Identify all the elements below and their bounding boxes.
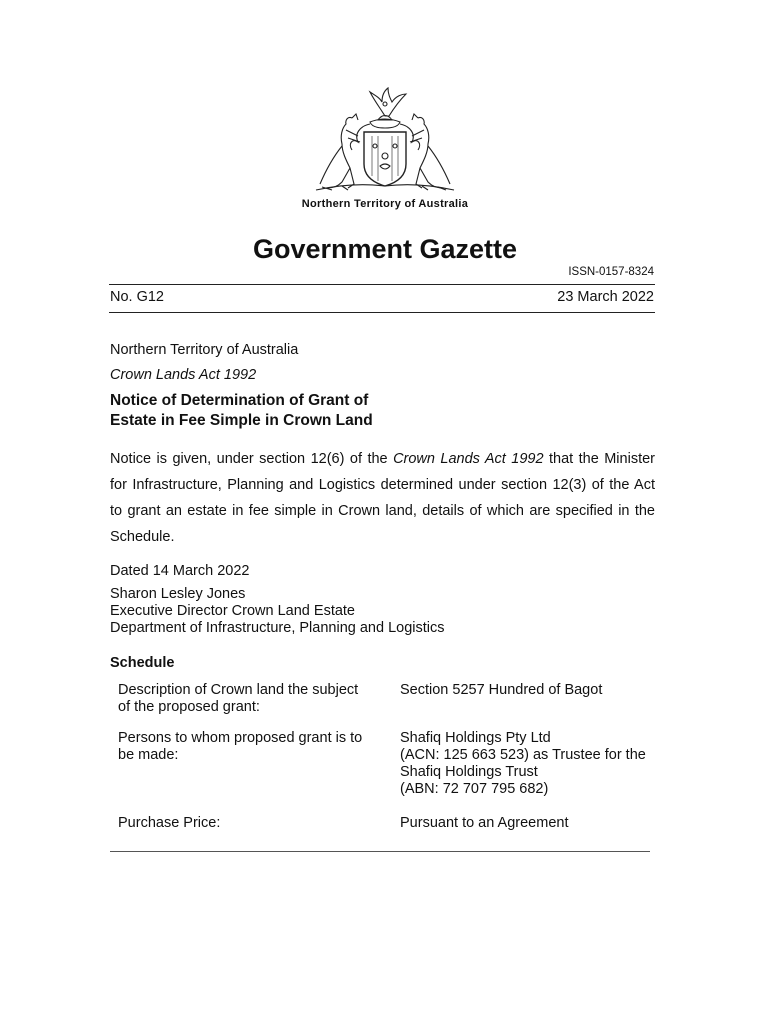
schedule-label-line: Purchase Price: bbox=[118, 815, 221, 831]
masthead-rule-top bbox=[109, 284, 655, 285]
schedule-label-line: Persons to whom proposed grant is to bbox=[118, 730, 363, 746]
notice-act: Crown Lands Act 1992 bbox=[110, 367, 257, 383]
schedule-value bbox=[400, 815, 678, 832]
schedule-value bbox=[400, 730, 678, 798]
signatory-department: Department of Infrastructure, Planning and Logistics bbox=[110, 620, 445, 636]
schedule-label-line: be made: bbox=[118, 747, 179, 763]
schedule-row-land-description bbox=[118, 682, 678, 716]
end-of-notice-rule bbox=[110, 851, 650, 852]
notice-body bbox=[110, 341, 655, 672]
schedule-value-line: (ABN: 72 707 795 682) bbox=[400, 781, 549, 797]
notice-jurisdiction: Northern Territory of Australia bbox=[110, 342, 299, 358]
notice-heading bbox=[110, 391, 655, 431]
issn: ISSN-0157-8324 bbox=[568, 266, 654, 278]
schedule-label bbox=[118, 730, 400, 798]
dated-line: Dated 14 March 2022 bbox=[110, 563, 250, 579]
coat-of-arms-icon bbox=[312, 86, 458, 194]
schedule-value-line: Shafiq Holdings Trust bbox=[400, 764, 538, 780]
notice-paragraph bbox=[110, 446, 655, 550]
schedule-value-line: Section 5257 Hundred of Bagot bbox=[400, 682, 603, 698]
schedule-value-line: (ACN: 125 663 523) as Trustee for the bbox=[400, 747, 646, 763]
schedule-row-purchase-price bbox=[118, 815, 678, 832]
schedule-label bbox=[118, 682, 400, 716]
paragraph-act-reference: Crown Lands Act 1992 bbox=[393, 451, 544, 467]
signatory-block bbox=[110, 586, 655, 637]
schedule-label bbox=[118, 815, 400, 832]
notice-heading-line-1: Notice of Determination of Grant of bbox=[110, 392, 369, 409]
schedule-value bbox=[400, 682, 678, 716]
issue-number: No. G12 bbox=[110, 289, 164, 305]
gazette-title: Government Gazette bbox=[252, 234, 518, 264]
schedule-value-line: Shafiq Holdings Pty Ltd bbox=[400, 730, 551, 746]
signatory-title: Executive Director Crown Land Estate bbox=[110, 603, 355, 619]
schedule-table bbox=[118, 682, 678, 832]
signatory-name: Sharon Lesley Jones bbox=[110, 586, 246, 602]
schedule-label-line: of the proposed grant: bbox=[118, 699, 260, 715]
paragraph-end: that the Minister for Infrastructure, Planning and Logistics determined under section 12(3) of the Act to grant an estate in fee simple in Crown land, details of which are specified in the Schedule. bbox=[110, 451, 655, 545]
schedule-value-line: Pursuant to an Agreement bbox=[400, 815, 569, 831]
paragraph-start: Notice is given, under section 12(6) of the bbox=[110, 451, 394, 467]
schedule-row-grantees bbox=[118, 730, 678, 798]
masthead-rule-bottom bbox=[109, 312, 655, 313]
schedule-label-line: Description of Crown land the subject bbox=[118, 682, 359, 698]
masthead-jurisdiction: Northern Territory of Australia bbox=[301, 198, 469, 210]
notice-heading-line-2: Estate in Fee Simple in Crown Land bbox=[110, 412, 373, 429]
issue-date: 23 March 2022 bbox=[557, 289, 654, 305]
schedule-heading: Schedule bbox=[110, 655, 175, 671]
